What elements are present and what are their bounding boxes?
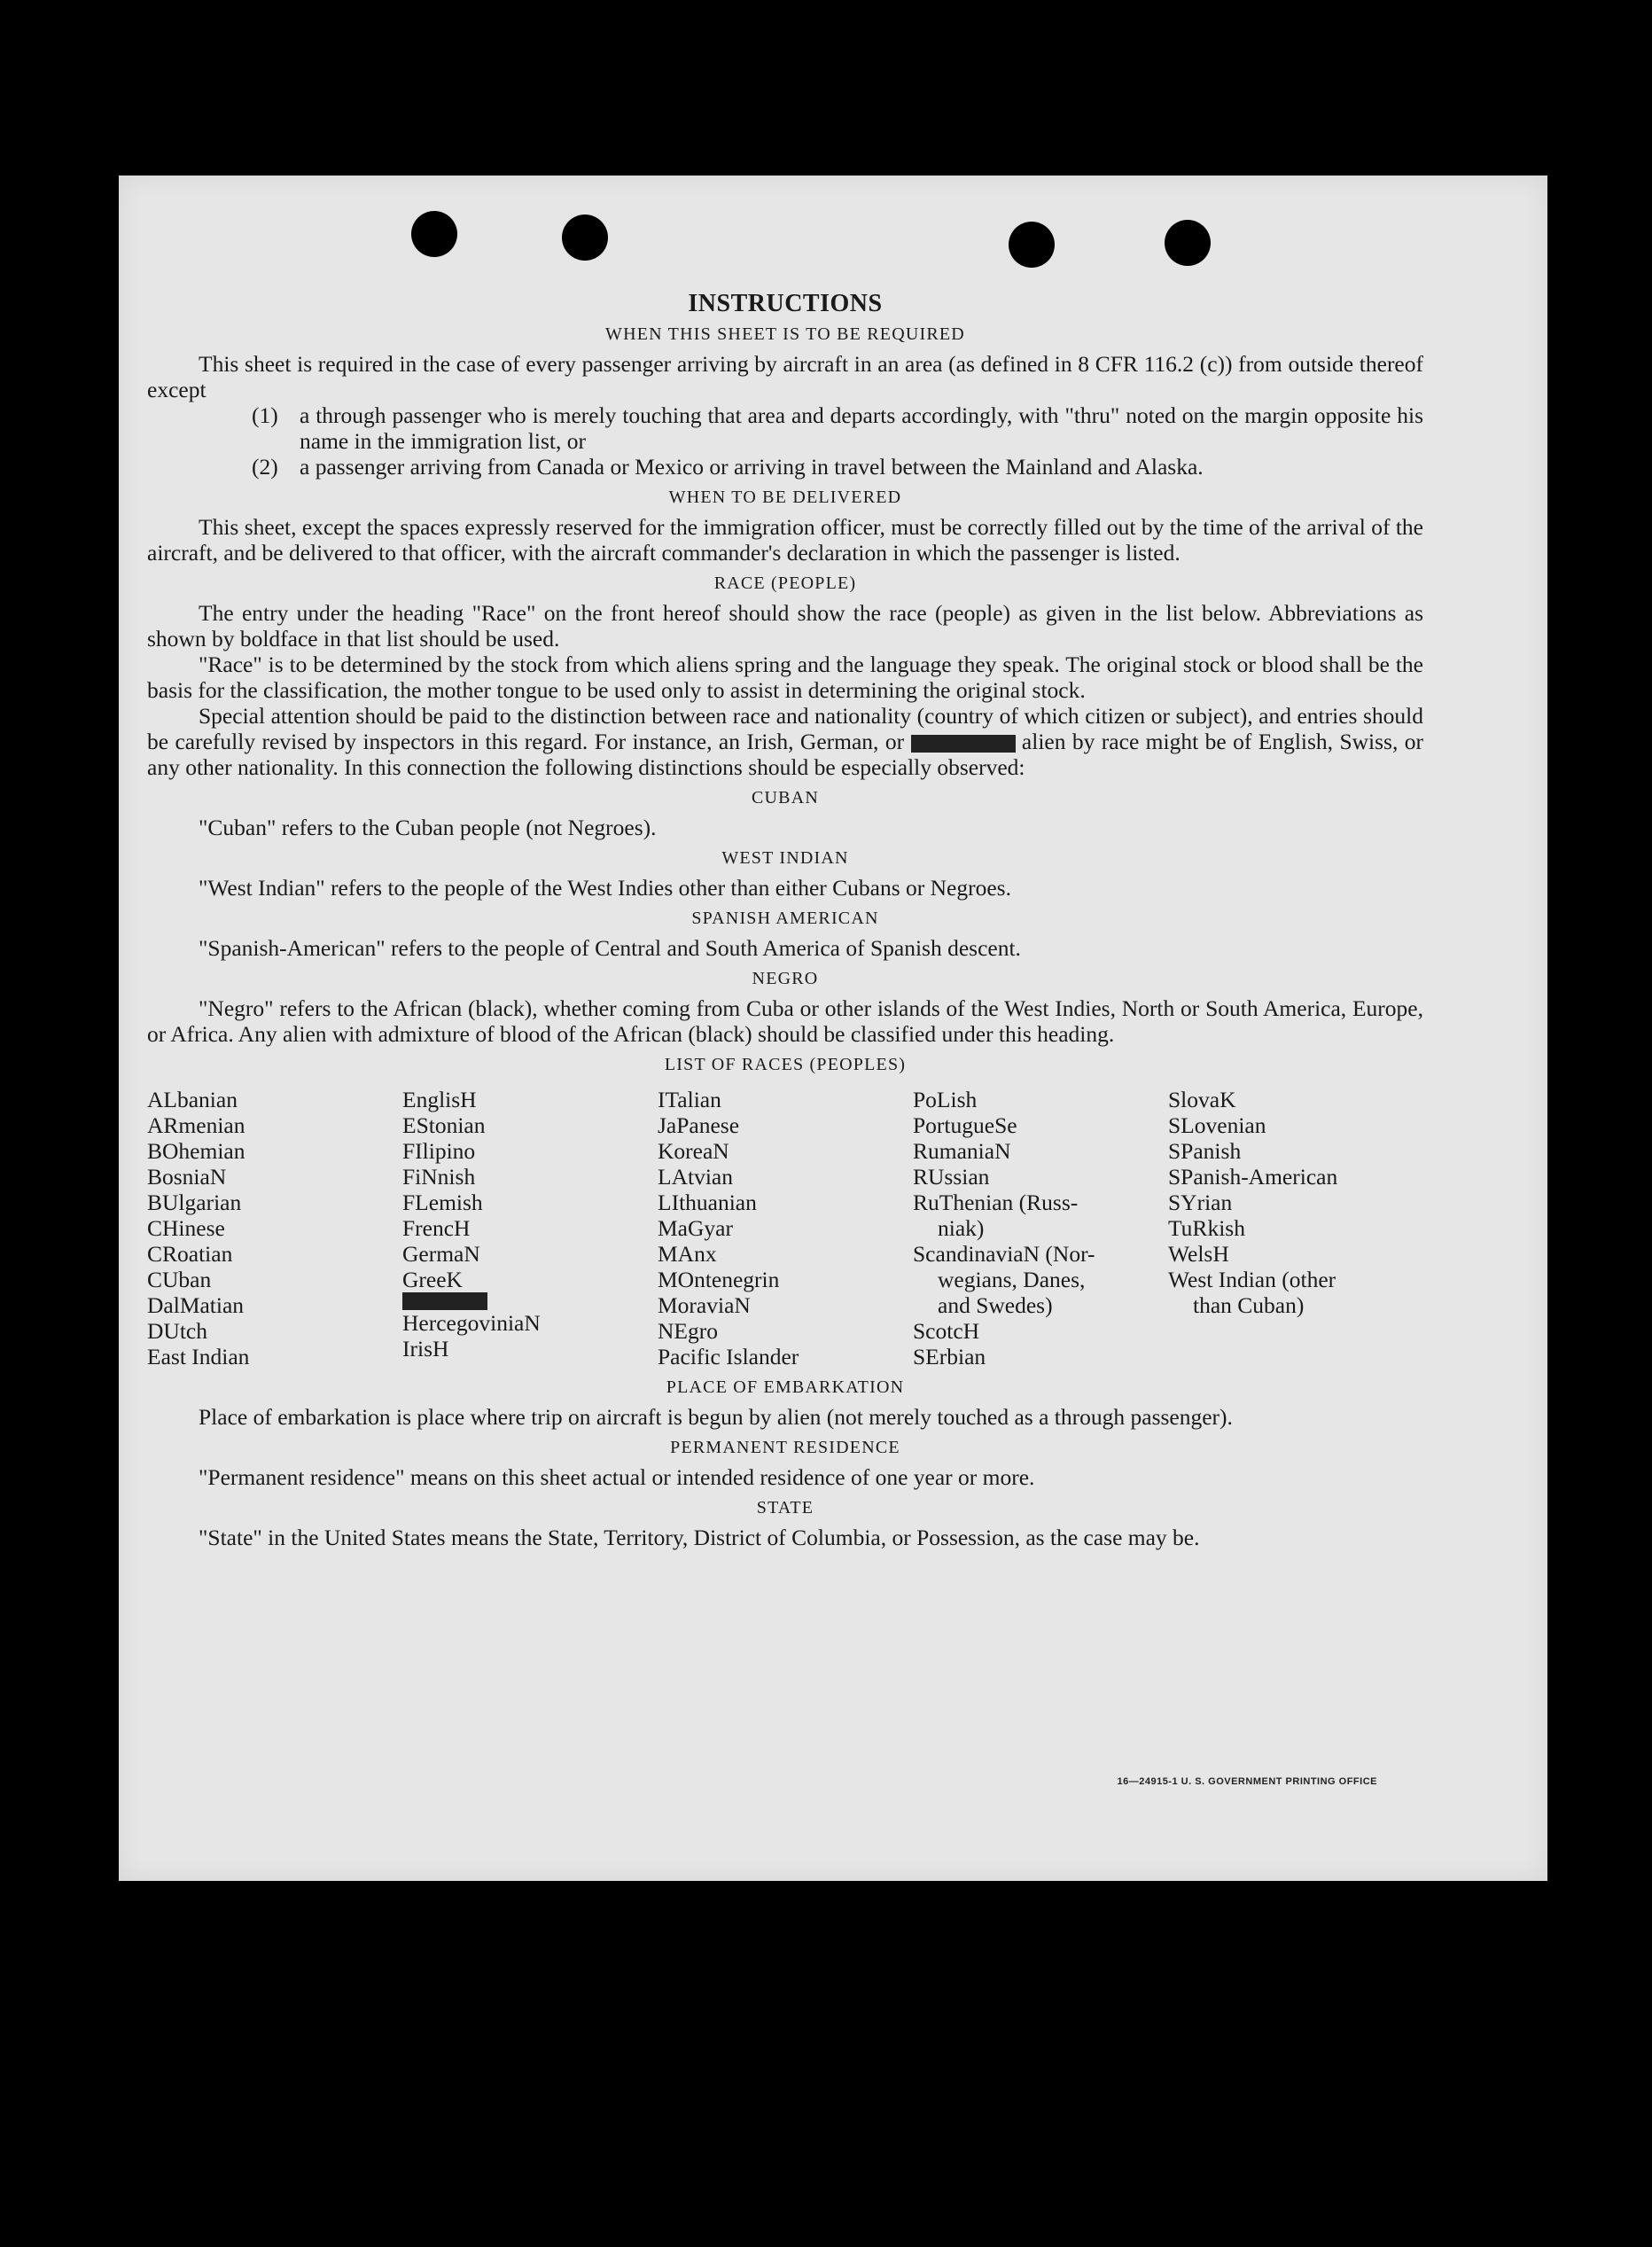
race-entry: EStonian: [402, 1112, 486, 1138]
race-entry: CHinese: [147, 1215, 225, 1241]
race-entry: FLemish: [402, 1190, 483, 1215]
race-entry: EnglisH: [402, 1087, 477, 1112]
section-heading-required: WHEN THIS SHEET IS TO BE REQUIRED: [605, 324, 965, 344]
race-entry: FIlipino: [402, 1138, 476, 1164]
section-heading-state: STATE: [756, 1498, 814, 1518]
cuban-text: "Cuban" refers to the Cuban people (not Negroes).: [199, 815, 657, 840]
race-entry: PortugueSe: [913, 1112, 1017, 1138]
item-text: a through passenger who is merely touching that area and departs accordingly, with "thru" noted on the margin opposite his name in the immigration list, or: [300, 402, 1423, 454]
redaction-mark: [911, 735, 1016, 753]
race-paragraph-3: [147, 703, 1423, 780]
race-entry: SlovaK: [1168, 1087, 1236, 1112]
race-entry: Pacific Islander: [658, 1344, 799, 1369]
race-p3-before: Special attention should be paid to the distinction between race and nationality (country of which citizen or subject), and entries should be carefully revised by inspectors in this regard. For instance, an Irish, German, or: [147, 703, 1423, 754]
races-column-5: [1168, 1087, 1423, 1369]
west-indian-text: "West Indian" refers to the people of the West Indies other than either Cubans or Negroes.: [199, 875, 1011, 901]
race-entry: JaPanese: [658, 1112, 740, 1138]
races-list: [147, 1087, 1423, 1369]
race-entry: ScandinaviaN (Nor-: [913, 1241, 1095, 1267]
section-heading-embarkation: PLACE OF EMBARKATION: [666, 1377, 905, 1397]
race-entry: and Swedes): [938, 1292, 1053, 1318]
race-entry: SPanish: [1168, 1138, 1242, 1164]
races-column-4: [913, 1087, 1168, 1369]
race-entry: RumaniaN: [913, 1138, 1011, 1164]
race-entry: MoraviaN: [658, 1292, 751, 1318]
race-entry: ALbanian: [147, 1087, 238, 1112]
section-heading-races-list: LIST OF RACES (PEOPLES): [664, 1055, 907, 1074]
race-entry: SLovenian: [1168, 1112, 1266, 1138]
race-entry: FiNnish: [402, 1164, 476, 1190]
section-heading-residence: PERMANENT RESIDENCE: [670, 1438, 900, 1457]
race-entry: FrencH: [402, 1215, 471, 1241]
race-entry: GreeK: [402, 1267, 463, 1292]
race-entry: BUlgarian: [147, 1190, 242, 1215]
race-entry: East Indian: [147, 1344, 250, 1369]
section-heading-west-indian: WEST INDIAN: [721, 848, 849, 868]
race-entry: ARmenian: [147, 1112, 245, 1138]
required-item-1: [147, 402, 1423, 454]
race-entry: TuRkish: [1168, 1215, 1245, 1241]
race-entry: SPanish-American: [1168, 1164, 1338, 1190]
race-entry: IrisH: [402, 1336, 449, 1361]
item-text: a passenger arriving from Canada or Mexico or arriving in travel between the Mainland and Alaska.: [300, 454, 1204, 480]
race-entry: CRoatian: [147, 1241, 233, 1267]
races-column-1: [147, 1087, 402, 1369]
race-entry-redacted: [402, 1292, 658, 1310]
required-intro: This sheet is required in the case of every passenger arriving by aircraft in an area (as defined in 8 CFR 116.2 (c)) from outside thereof except: [147, 351, 1423, 402]
punch-hole: [411, 211, 457, 257]
race-entry: BosniaN: [147, 1164, 227, 1190]
race-entry: KoreaN: [658, 1138, 729, 1164]
race-entry: DalMatian: [147, 1292, 245, 1318]
section-heading-race: RACE (PEOPLE): [713, 573, 857, 593]
section-heading-spanish-american: SPANISH AMERICAN: [691, 909, 879, 928]
races-column-2: [402, 1087, 658, 1369]
race-entry: MAnx: [658, 1241, 717, 1267]
race-entry: West Indian (other: [1168, 1267, 1336, 1292]
race-entry: ScotcH: [913, 1318, 980, 1344]
race-paragraph-1: The entry under the heading "Race" on the front hereof should show the race (people) as given in the list below. Abbreviations as shown by boldface in that list should be used.: [147, 600, 1423, 651]
redaction-mark: [402, 1292, 487, 1310]
required-item-2: [147, 454, 1423, 480]
race-entry: ITalian: [658, 1087, 721, 1112]
section-heading-delivered: WHEN TO BE DELIVERED: [668, 488, 902, 507]
race-entry: PoLish: [913, 1087, 978, 1112]
race-entry: BOhemian: [147, 1138, 245, 1164]
race-entry: HercegoviniaN: [402, 1310, 541, 1336]
race-entry: MaGyar: [658, 1215, 733, 1241]
item-number: (2): [252, 454, 278, 480]
race-paragraph-2: "Race" is to be determined by the stock from which aliens spring and the language they speak. The original stock or blood shall be the basis for the classification, the mother tongue to be used only to assist in determining the original stock.: [147, 651, 1423, 703]
state-text: "State" in the United States means the State, Territory, District of Columbia, or Possession, as the case may be.: [199, 1525, 1200, 1550]
races-column-3: [658, 1087, 913, 1369]
residence-text: "Permanent residence" means on this sheet actual or intended residence of one year or more.: [199, 1464, 1035, 1490]
race-entry: LIthuanian: [658, 1190, 757, 1215]
race-entry: LAtvian: [658, 1164, 733, 1190]
race-entry: wegians, Danes,: [938, 1267, 1086, 1292]
race-entry: SErbian: [913, 1344, 986, 1369]
page-title: INSTRUCTIONS: [688, 290, 883, 317]
embarkation-text: Place of embarkation is place where trip on aircraft is begun by alien (not merely touched as a through passenger).: [199, 1404, 1233, 1430]
delivered-text: This sheet, except the spaces expressly reserved for the immigration officer, must be correctly filled out by the time of the arrival of the aircraft, and be delivered to that officer, with the aircraft commander's declaration in which the passenger is listed.: [147, 514, 1423, 566]
race-entry: niak): [938, 1215, 985, 1241]
race-entry: DUtch: [147, 1318, 207, 1344]
race-entry: than Cuban): [1193, 1292, 1305, 1318]
race-entry: RUssian: [913, 1164, 990, 1190]
race-p3-after: alien by race might be of English, Swiss, or any other nationality. In this connection the following distinctions should be especially observed:: [147, 729, 1424, 780]
race-entry: MOntenegrin: [658, 1267, 780, 1292]
race-entry: CUban: [147, 1267, 212, 1292]
spanish-american-text: "Spanish-American" refers to the people of Central and South America of Spanish descent.: [199, 935, 1021, 961]
race-entry: RuThenian (Russ-: [913, 1190, 1079, 1215]
instructions-content: [147, 291, 1423, 1550]
item-number: (1): [252, 402, 278, 428]
race-entry: NEgro: [658, 1318, 718, 1344]
race-entry: GermaN: [402, 1241, 480, 1267]
printing-office-code: 16—24915-1 U. S. GOVERNMENT PRINTING OFFICE: [1117, 1776, 1377, 1787]
punch-hole: [1165, 220, 1211, 266]
negro-text: "Negro" refers to the African (black), whether coming from Cuba or other islands of the West Indies, North or South America, Europe, or Africa. Any alien with admixture of blood of the African (black) should be classified under this heading.: [147, 995, 1423, 1047]
section-heading-negro: NEGRO: [752, 969, 819, 988]
punch-hole: [562, 215, 608, 261]
document-sheet: [119, 176, 1547, 1881]
race-entry: WelsH: [1168, 1241, 1229, 1267]
punch-hole: [1009, 222, 1055, 268]
race-entry: SYrian: [1168, 1190, 1233, 1215]
section-heading-cuban: CUBAN: [751, 788, 819, 808]
